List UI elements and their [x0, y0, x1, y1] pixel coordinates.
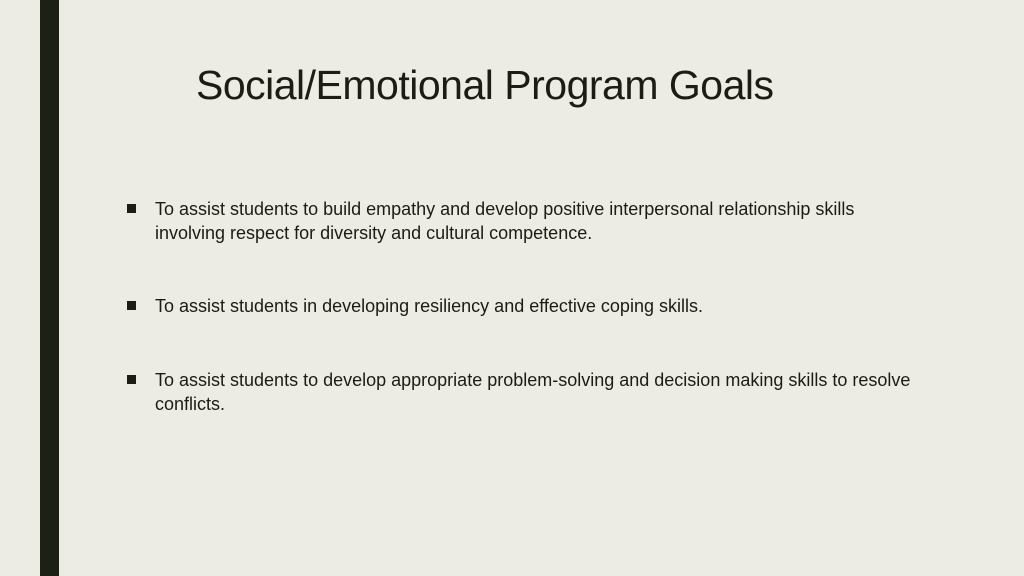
- left-accent-bar: [40, 0, 59, 576]
- square-bullet-icon: [127, 301, 136, 310]
- square-bullet-icon: [127, 375, 136, 384]
- slide-title: Social/Emotional Program Goals: [196, 62, 774, 108]
- bullet-text: To assist students to build empathy and develop positive interpersonal relationship skills involving respect for diversity and cultural competence.: [155, 199, 855, 243]
- bullet-text: To assist students to develop appropriate problem-solving and decision making skills to resolve conflicts.: [155, 370, 911, 414]
- square-bullet-icon: [127, 204, 136, 213]
- bullet-text: To assist students in developing resiliency and effective coping skills.: [155, 296, 703, 316]
